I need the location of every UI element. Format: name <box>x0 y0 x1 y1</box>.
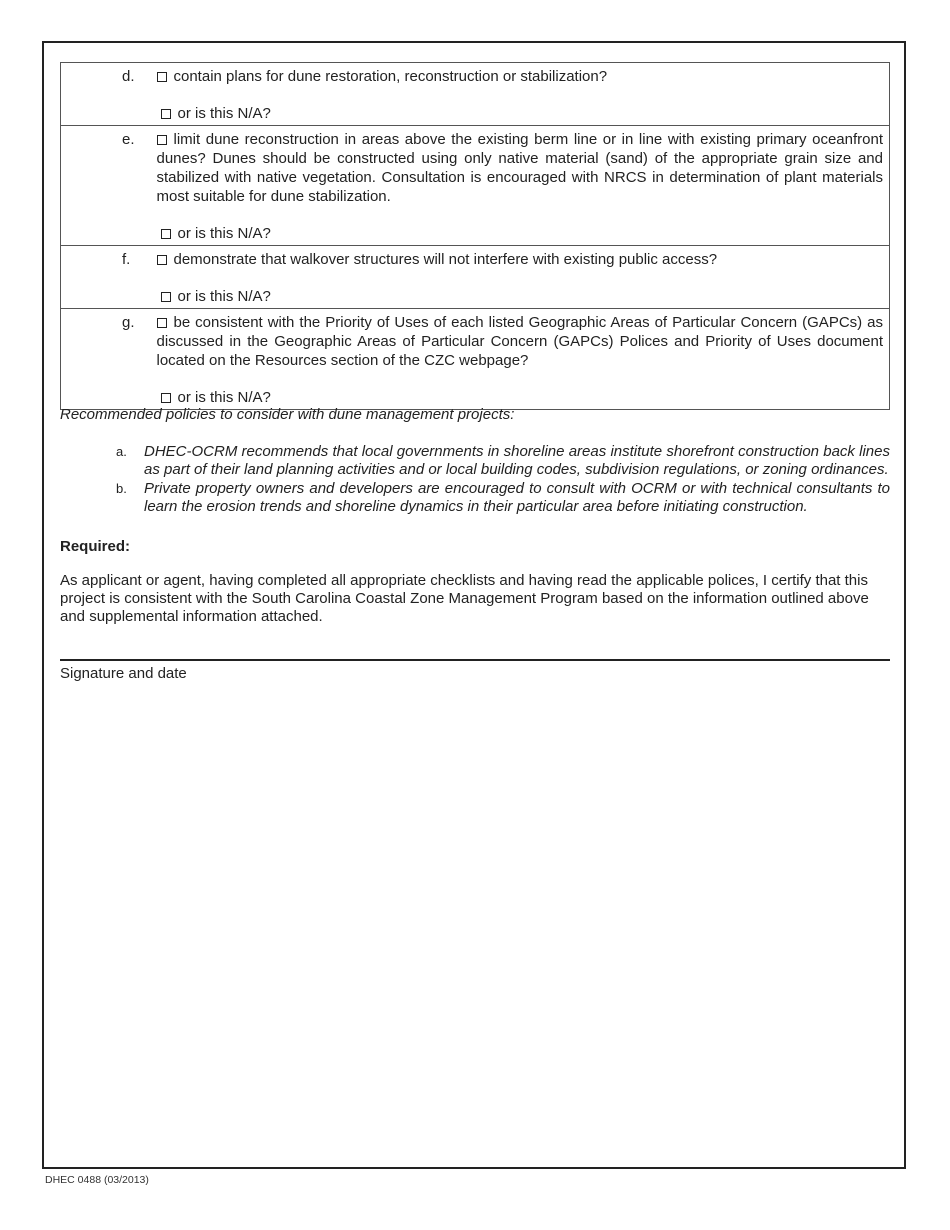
item-question <box>157 130 884 206</box>
question-text: demonstrate that walkover structures will not interfere with existing public access? <box>173 251 718 268</box>
list-item-letter: b. <box>116 481 127 496</box>
item-letter: d. <box>61 63 157 126</box>
question-text: be consistent with the Priority of Uses of each listed Geographic Areas of Particular Concern (GAPCs) as discussed in the Geographic Areas of Particular Concern (GAPCs) Polices and Priority of Uses document located on the Resources section of the CZC webpage? <box>156 314 883 369</box>
checkbox-na[interactable] <box>161 292 171 302</box>
checkbox-yes[interactable] <box>157 135 167 145</box>
checkbox-yes[interactable] <box>157 255 167 265</box>
na-option <box>157 287 884 306</box>
signature-label: Signature and date <box>60 665 187 682</box>
recommended-policies-list <box>60 443 890 517</box>
list-item-letter: a. <box>116 444 127 459</box>
list-item <box>60 480 890 516</box>
item-letter: f. <box>61 246 157 309</box>
item-question <box>157 250 884 269</box>
signature-line[interactable] <box>60 659 890 661</box>
list-item <box>60 443 890 479</box>
checklist-row-g <box>61 309 890 410</box>
item-letter: e. <box>61 126 157 246</box>
checklist-table <box>60 62 890 410</box>
checkbox-yes[interactable] <box>157 72 167 82</box>
required-heading: Required: <box>60 538 131 555</box>
list-item-text: Private property owners and developers are encouraged to consult with OCRM or with technical consultants to learn the erosion trends and shoreline dynamics in their particular area before initiating construction. <box>144 480 890 515</box>
question-text: limit dune reconstruction in areas above the existing berm line or in line with existing primary oceanfront dunes? Dunes should be constructed using only native material (sand) of the appropriate grain size and stabilized with native vegetation. Consultation is encouraged with NRCS in determination of plant materials most suitable for dune stabilization. <box>156 131 883 205</box>
checkbox-na[interactable] <box>161 109 171 119</box>
checkbox-yes[interactable] <box>157 318 167 328</box>
form-code: DHEC 0488 (03/2013) <box>45 1174 149 1186</box>
item-letter: g. <box>61 309 157 410</box>
item-question <box>157 313 884 370</box>
checkbox-na[interactable] <box>161 393 171 403</box>
recommended-policies-intro: Recommended policies to consider with dune management projects: <box>60 406 515 423</box>
item-question <box>157 67 884 86</box>
na-label: or is this N/A? <box>177 389 271 406</box>
na-label: or is this N/A? <box>177 288 271 305</box>
list-item-text: DHEC-OCRM recommends that local governments in shoreline areas institute shorefront construction back lines as part of their land planning activities and or local building codes, subdivision regulations, or zoning ordinances. <box>144 443 890 478</box>
na-option <box>157 224 884 243</box>
checklist-row-d <box>61 63 890 126</box>
na-option <box>157 104 884 123</box>
na-label: or is this N/A? <box>177 105 271 122</box>
na-label: or is this N/A? <box>177 225 271 242</box>
checklist-row-e <box>61 126 890 246</box>
checkbox-na[interactable] <box>161 229 171 239</box>
question-text: contain plans for dune restoration, reconstruction or stabilization? <box>173 68 608 85</box>
certification-statement: As applicant or agent, having completed all appropriate checklists and having read the applicable polices, I certify that this project is consistent with the South Carolina Coastal Zone Management Program based on the information outlined above and supplemental information attached. <box>60 572 869 625</box>
checklist-row-f <box>61 246 890 309</box>
